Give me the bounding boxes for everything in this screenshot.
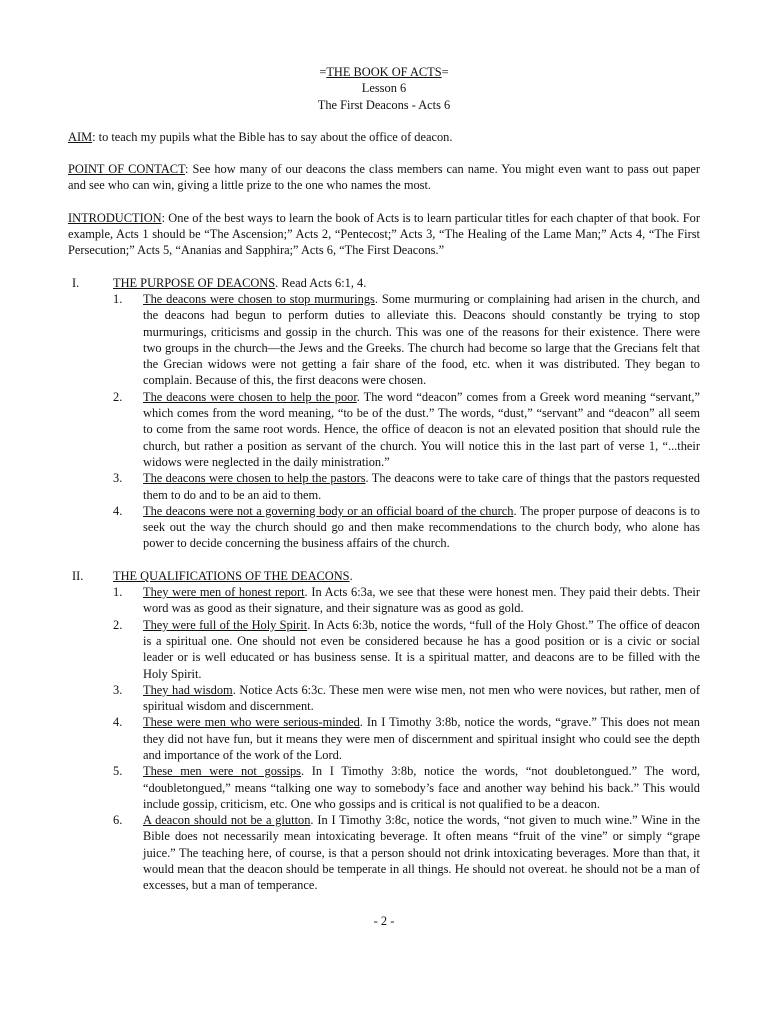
item-lead: They were full of the Holy Spirit [143,617,308,632]
aim-text: : to teach my pupils what the Bible has to say about the office of deacon. [92,129,453,144]
list-item [68,389,700,470]
purpose-list [68,291,700,552]
item-lead: The deacons were chosen to help the poor [143,389,357,404]
list-item [68,503,700,552]
item-text: . The proper purpose of deacons is to seek out the way the church should go and then make recommendations to the church body, who alone has power to decide concerning the business affairs of the church. [143,503,700,551]
section-heading-text: THE QUALIFICATIONS OF THE DEACONS [113,568,350,583]
item-number: 2. [113,617,123,632]
introduction-text: : One of the best ways to learn the book of Acts is to learn particular titles for each chapter of that book. For example, Acts 1 should be “The Ascension;” Acts 2, “Pentecost;” Acts 3, “The Healing of the Lame Man;” Acts 4, “The First Persecution;” Acts 5, “Ananias and Sapphira;” Acts 6, “The First Deacons.” [68,210,700,258]
item-number: 4. [113,715,123,730]
item-number: 6. [113,813,123,828]
introduction-label: INTRODUCTION [68,210,162,225]
item-text: . In Acts 6:3a, we see that these were honest men. They paid their debts. Their word was as good as their signature, and their signature was as good as gold. [143,585,700,616]
qualifications-list [68,584,700,894]
section-qualifications [68,568,700,894]
introduction-paragraph [68,210,700,259]
section-heading [68,568,700,584]
aim-paragraph [68,129,700,145]
item-lead: These men were not gossips [143,764,301,779]
list-item [68,470,700,503]
list-item [68,714,700,763]
lesson-number: Lesson 6 [361,81,407,96]
item-text: . In I Timothy 3:8b, notice the words, “not doubletongued.” The word, “doubletongued,” means “talking one way to somebody’s face and another way behind his back.” This would include gossip, criticism, etc. One who gossips and is critical is not qualified to be a deacon. [143,764,701,811]
item-text: . The deacons were to take care of things that the pastors requested them to do and to be an aid to them. [143,471,700,502]
section-purpose [68,275,700,552]
list-item [68,763,700,812]
aim-label: AIM [68,129,93,144]
item-text: . The word “deacon” comes from a Greek word meaning “servant,” which comes from the word meaning, “to be of the dust.” The words, “dust,” “servant” and “deacon” all seem to come from the same root words. Hence, the office of deacon is not an elevated position that should rule the church, but rather a position as servant of the church. You will notice this in the last part of verse 1, “...their widows were neglected in the daily ministration.” [143,389,700,469]
item-lead: The deacons were not a governing body or an official board of the church [143,503,514,518]
section-numeral: II. [72,568,84,583]
list-item [68,617,700,682]
item-text: . Some murmuring or complaining had arisen in the church, and the deacons had begun to perform duties to alleviate this. Deacons should constantly be trying to stop murmurings, criticisms and gossip in the church. This was one of the reasons for their existence. There were two groups in the church—the Jews and the Greeks. The church had become so large that the Grecians felt that the Grecian widows were not getting a fair share of the food, etc. when it was distributed. They began to complain. Because of this, the first deacons were chosen. [143,291,700,388]
list-item [68,584,700,617]
item-lead: They were men of honest report [143,585,305,600]
section-heading-rest: . [349,568,353,583]
page-number: - 2 - [373,914,395,928]
item-text: . In Acts 6:3b, notice the words, “full of the Holy Ghost.” The office of deacon is a spiritual one. One should not even be considered because he has a good position or is a civic or social leader or is well educated or has business sense. It is a spiritual matter, and deacons are to be filled with the Holy Spirit. [143,617,701,681]
point-of-contact-paragraph [68,161,700,194]
item-number: 2. [113,389,123,404]
lesson-header [68,64,700,113]
item-text: . In I Timothy 3:8c, notice the words, “not given to much wine.” Wine in the Bible does not necessarily mean intoxicating beverage. It often means “fruit of the vine” or simply “grape juice.” The teaching here, of course, is that a person should not drink intoxicating beverages. More than that, it would mean that the deacon should be temperate in all things. He should not overeat. he should not be a man of excesses, but a man of temperance. [143,813,700,893]
item-number: 1. [113,585,123,600]
section-heading [68,275,700,291]
item-lead: These were men who were serious-minded [143,715,360,730]
item-lead: A deacon should not be a glutton [143,813,311,828]
item-lead: They had wisdom [143,682,233,697]
list-item [68,812,700,893]
item-lead: The deacons were chosen to stop murmurings [143,291,375,306]
item-text: . Notice Acts 6:3c. These men were wise men, not men who were novices, but rather, men of spiritual wisdom and discernment. [143,682,700,714]
point-of-contact-text: : See how many of our deacons the class members can name. You might even want to pass out paper and see who can win, giving a little prize to the one who names the most. [68,162,700,193]
item-number: 1. [113,291,123,306]
item-lead: The deacons were chosen to help the pastors [143,471,366,486]
list-item [68,291,700,389]
book-title-text: THE BOOK OF ACTS [326,65,442,79]
item-number: 5. [113,764,123,779]
list-item [68,682,700,715]
item-number: 3. [113,471,123,486]
document-page [68,64,700,910]
item-text: . In I Timothy 3:8b, notice the words, “grave.” This does not mean they did not have fun, but it means they were men of discernment and spiritual insight who could see the depth and importance of the work of the Lord. [143,715,700,762]
item-number: 4. [113,503,123,518]
item-number: 3. [113,682,123,697]
section-heading-rest: . Read Acts 6:1, 4. [275,275,367,290]
section-heading-text: THE PURPOSE OF DEACONS [113,275,276,290]
section-numeral: I. [72,275,80,290]
book-title: =THE BOOK OF ACTS= [319,65,449,79]
point-of-contact-label: POINT OF CONTACT [68,162,185,177]
lesson-subtitle: The First Deacons - Acts 6 [317,97,451,112]
